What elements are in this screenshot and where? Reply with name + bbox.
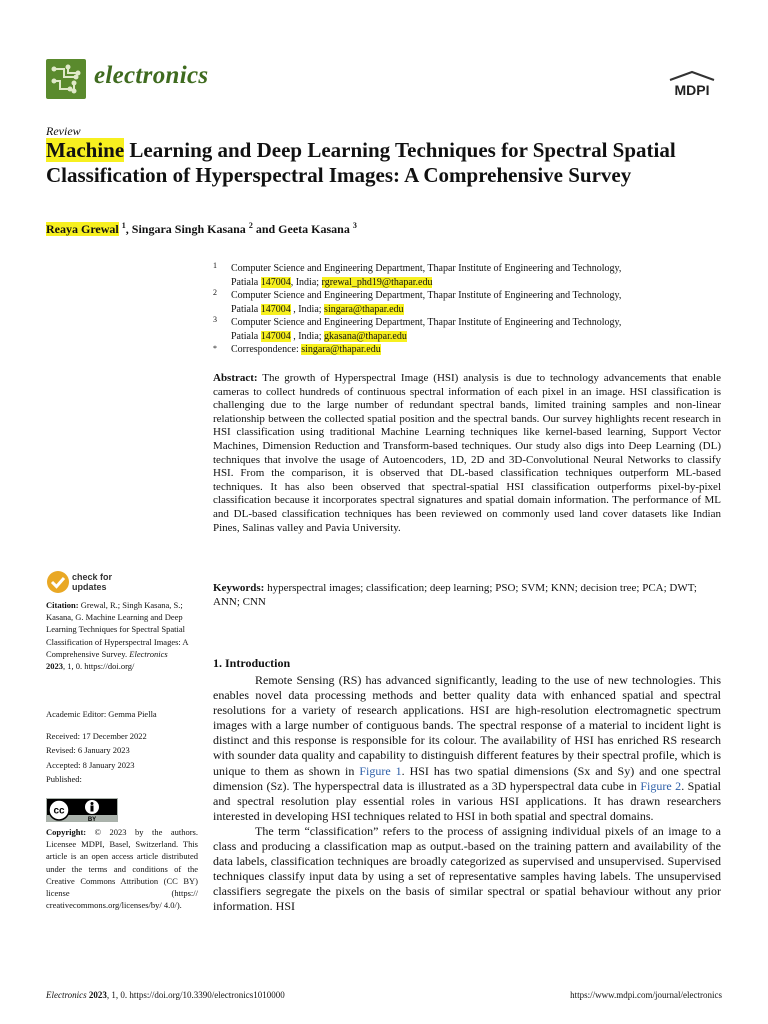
copyright-text: © 2023 by the authors. Licensee MDPI, Basel, Switzerland. This article is an open access article distributed under the terms and conditions of the Creative Commons Attribution (CC BY) license (https:// creativecommons.org/licenses/by/ 4.0/).: [46, 827, 198, 911]
affiliation-city: Patiala: [231, 303, 261, 315]
affiliation-line: Computer Science and Engineering Department, Thapar Institute of Engineering and Technology,: [231, 290, 622, 301]
citation-journal: Electronics: [129, 648, 168, 659]
author-2-sup: 2: [248, 221, 253, 230]
figure-2-link[interactable]: Figure 2: [640, 778, 682, 793]
correspondence-label: Correspondence:: [231, 344, 302, 355]
cc-label: cc: [53, 805, 65, 817]
affiliation-pin: 147004: [260, 330, 291, 342]
check-for-updates-icon: [46, 570, 70, 594]
footer-citation: [46, 990, 285, 1000]
affiliation-country: , India;: [290, 276, 322, 288]
citation-doi[interactable]: , 1, 0. https://doi.org/: [63, 661, 135, 672]
affiliation-1: [213, 262, 733, 289]
keywords-text: hyperspectral images; classification; deep learning; PSO; SVM; KNN; decision tree; PCA; DWT; ANN; CNN: [213, 582, 697, 608]
cc-by-label: BY: [87, 817, 97, 822]
mdpi-logo: [664, 70, 720, 100]
affiliation-email[interactable]: rgrewal_phd19@thapar.edu: [321, 276, 433, 288]
check-for-updates-line1: check for: [72, 572, 113, 582]
citation-text: Grewal, R.; Singh Kasana, S.; Kasana, G. Machine Learning and Deep Learning Techniques for Spectral Spatial Classification of Hyperspectral Images: A Comprehensive Survey.: [46, 600, 189, 659]
affiliation-number: 1: [213, 261, 217, 270]
author-list: [46, 221, 357, 237]
date-accepted: Accepted: 8 January 2023: [46, 760, 135, 770]
affiliation-city: Patiala: [231, 330, 261, 342]
article-type: Review: [46, 124, 81, 138]
affiliation-pin: 147004: [260, 276, 291, 288]
journal-name: electronics: [94, 62, 209, 89]
affiliation-email[interactable]: singara@thapar.edu: [324, 303, 404, 315]
paragraph-1-text: . HSI has two spatial dimensions (Sx and Sy) and one spectral dimension (Sz). The hyperspectral data is illustrated as a 3D hyperspectral data cube in: [213, 763, 721, 793]
abstract-text: The growth of Hyperspectral Image (HSI) analysis is due to technology advancements that enable cameras to collect hundreds of continuous spectral information of each pixel in an image. HSI classification is challenging due to the large number of redundant spectral bands, limited training samples and non-linear relationship between the collected spatial position and the spectral bands. Our survey highlights recent research in HSI classification using traditional Machine Learning techniques like kernel-based learning, Support Vector Machines, Dimension Reduction and Transform-based techniques. Our study also digs into Deep Learning (DL) techniques that involve the usage of Autoencoders, 1D, 2D and 3D-Convolutional Neural Networks to classify HSI. From the comparison, it is observed that DL-based classification techniques outperform ML-based techniques. It has also been observed that spectral-spatial HSI classification outperforms pixel-by-pixel classification because it incorporates spectral signatures and spatial domain information. The performance of ML and DL-based classification techniques has been reviewed on commonly used land cover datasets like Indian Pines, Salinas valley and Pavia University.: [213, 372, 721, 534]
body-text: [213, 673, 721, 915]
footer-doi[interactable]: , 1, 0. https://doi.org/10.3390/electronics1010000: [106, 990, 285, 1000]
date-revised: Revised: 6 January 2023: [46, 745, 130, 755]
affiliation-country: , India;: [290, 303, 325, 315]
footer-journal: Electronics: [46, 990, 87, 1000]
affiliation-country: , India;: [290, 330, 325, 342]
abstract-label: Abstract:: [213, 372, 258, 384]
paragraph-1-text: . Spatial and spectral resolution play essential roles in various HSI applications. It has drawn researchers interested in developing HSI techniques related to HSI in both spatial and spectral domains.: [213, 778, 721, 823]
correspondence: [213, 343, 733, 357]
affiliation-line: Computer Science and Engineering Department, Thapar Institute of Engineering and Technology,: [231, 317, 622, 328]
abstract: [213, 372, 721, 535]
title-highlight: Machine: [46, 138, 125, 162]
correspondence-email[interactable]: singara@thapar.edu: [301, 344, 381, 355]
author-1-sup: 1: [121, 221, 126, 230]
author-1: Reaya Grewal: [46, 222, 119, 236]
paragraph-2: The term “classification” refers to the process of assigning individual pixels of an image to a class and producing a classification map as output.-based on the training pattern and availability of the data labels, classification techniques are broadly categorized as supervised and unsupervised. Supervised techniques classify input data by using a set of representative samples having labels. The unsupervised classifiers segregate the pixels on the basis of similar spectral or spatial behaviour without any prior information. HSI: [213, 823, 721, 914]
date-received: Received: 17 December 2022: [46, 731, 147, 741]
citation-label: Citation:: [46, 600, 79, 610]
citation-year: 2023: [46, 661, 63, 672]
journal-logo-icon: [46, 59, 86, 99]
citation: [46, 599, 198, 672]
title-rest: Learning and Deep Learning Techniques for Spectral Spatial Classification of Hyperspectral Images: A Comprehensive Survey: [46, 138, 676, 187]
affiliation-email[interactable]: gkasana@thapar.edu: [324, 330, 407, 342]
affiliation-3: [213, 316, 733, 343]
academic-editor: Academic Editor: Gemma Piella: [46, 709, 157, 719]
copyright-label: Copyright:: [46, 827, 87, 837]
keywords-label: Keywords:: [213, 582, 265, 594]
section-heading: 1. Introduction: [213, 656, 291, 670]
affiliation-line: Computer Science and Engineering Department, Thapar Institute of Engineering and Technology,: [231, 263, 622, 274]
date-published: Published:: [46, 774, 82, 784]
footer-year: 2023: [88, 990, 107, 1000]
affiliation-pin: 147004: [260, 303, 291, 315]
mdpi-logo-text: MDPI: [674, 82, 710, 98]
author-3-sup: 3: [352, 221, 357, 230]
author-sep-1: , Singara Singh Kasana: [125, 222, 249, 236]
affiliation-city: Patiala: [231, 276, 261, 288]
figure-1-link[interactable]: Figure 1: [359, 763, 402, 778]
correspondence-mark: *: [213, 344, 217, 353]
author-sep-2: and Geeta Kasana: [252, 222, 353, 236]
paragraph-1-text: Remote Sensing (RS) has advanced significantly, leading to the use of new technologies. This enables novel data processing methods and better quality data with enhanced spatial and spectral resolutions for a variety of research applications. HSI are high-resolution electromagnetic spectrum images with a large number of contiguous bands. The spectral response of a material to incident light is distinct and this response is responsible for its colour. The availability of HSI has enriched RS research with sounder data quality and capability to distinguish different features by their spectral profile, which is unique to them as shown in: [213, 673, 721, 778]
footer-journal-url[interactable]: https://www.mdpi.com/journal/electronics: [570, 990, 722, 1000]
article-title: [46, 138, 736, 188]
paragraph-1: [213, 673, 721, 824]
keywords: [213, 582, 721, 609]
copyright: [46, 826, 198, 911]
affiliation-2: [213, 289, 733, 316]
affiliation-number: 2: [213, 288, 217, 297]
cc-by-license-badge[interactable]: [46, 798, 118, 822]
check-for-updates-line2: updates: [72, 582, 107, 592]
affiliation-number: 3: [213, 315, 217, 324]
